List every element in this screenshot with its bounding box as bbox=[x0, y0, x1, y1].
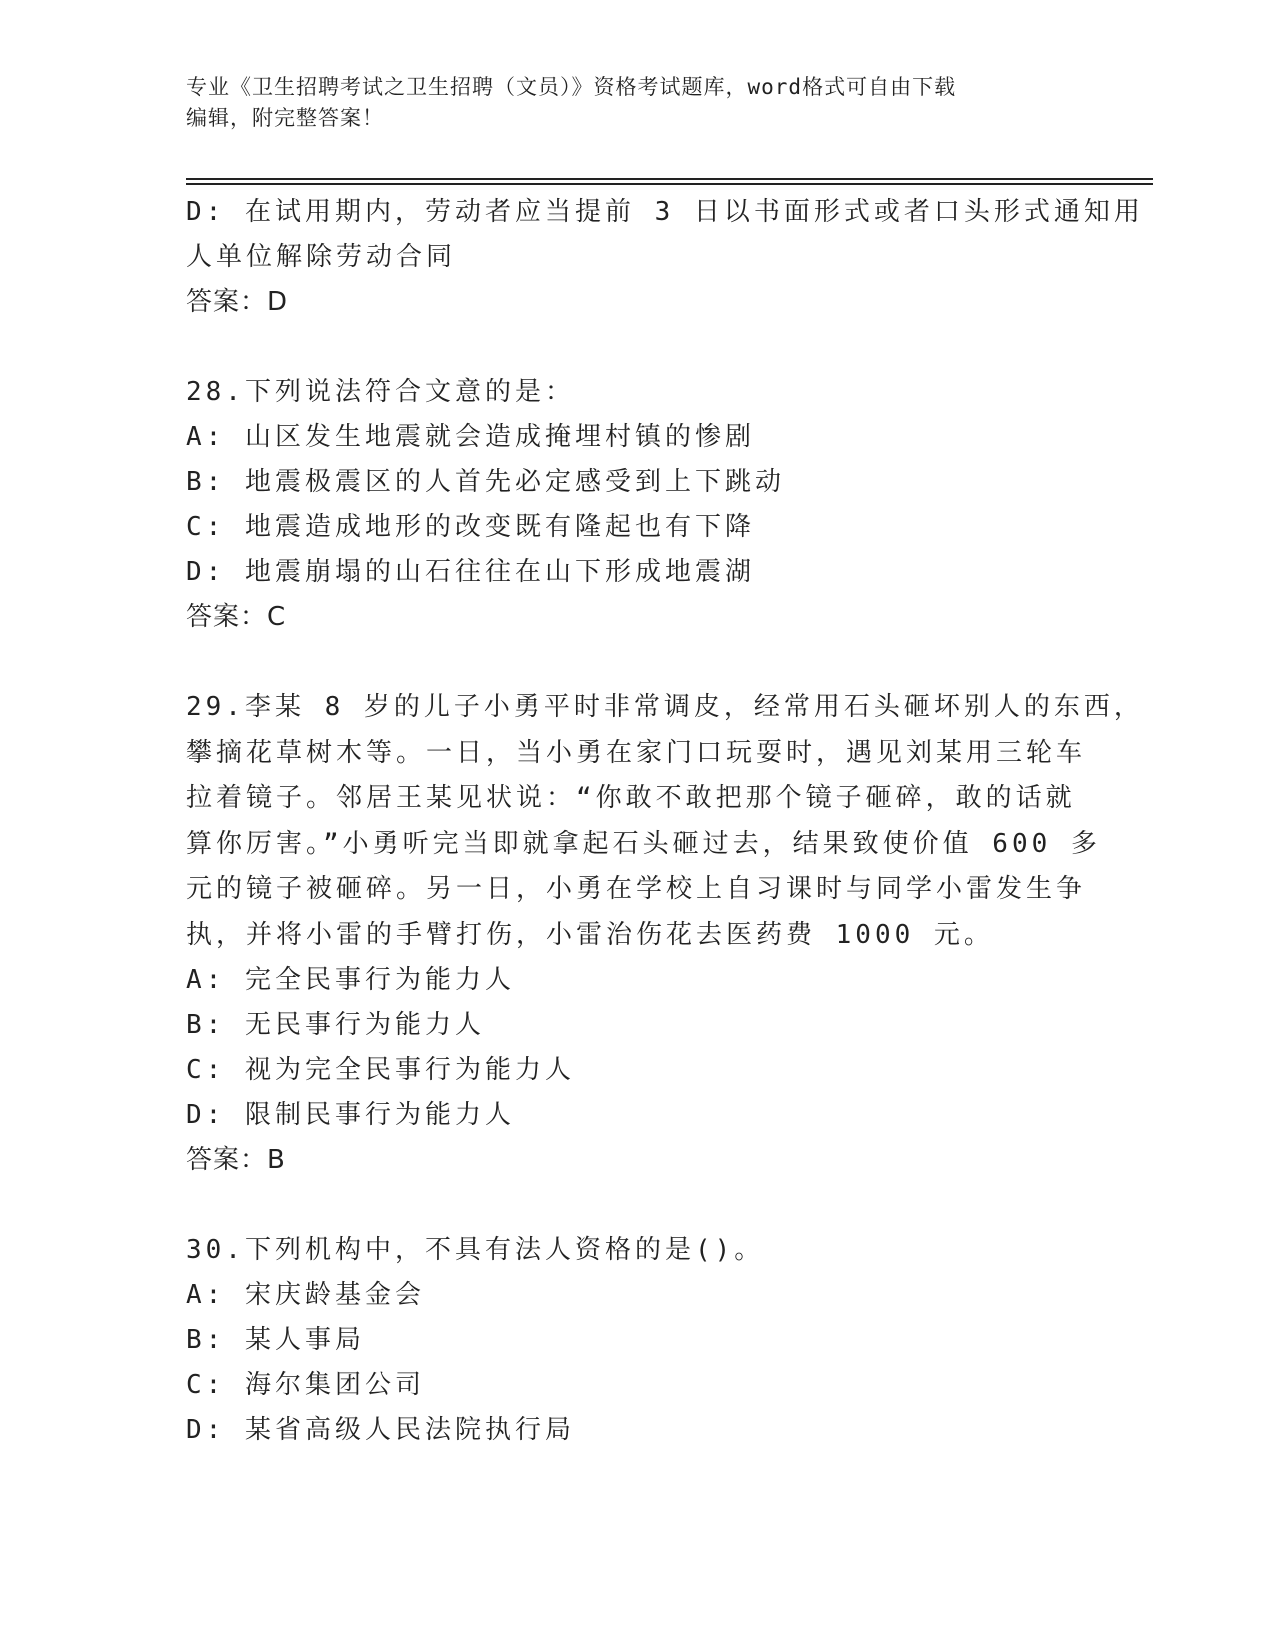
spacer bbox=[186, 1183, 1076, 1228]
option-d: D: 限制民事行为能力人 bbox=[186, 1100, 515, 1130]
option-b: B: 无民事行为能力人 bbox=[186, 1010, 485, 1040]
answer-label: 答案：D bbox=[186, 287, 289, 317]
question-30 bbox=[186, 1228, 1076, 1453]
header-line-1: 专业《卫生招聘考试之卫生招聘（文员）》资格考试题库，word格式可自由下载 bbox=[186, 75, 957, 99]
option-d-continued: 人单位解除劳动合同 bbox=[186, 242, 457, 272]
question-stem: 30.下列机构中，不具有法人资格的是()。 bbox=[186, 1235, 765, 1265]
option-c: C: 海尔集团公司 bbox=[186, 1370, 425, 1400]
spacer bbox=[186, 325, 1076, 370]
option-b: B: 某人事局 bbox=[186, 1325, 365, 1355]
answer-label: 答案：C bbox=[186, 602, 287, 632]
question-stem-line: 拉着镜子。邻居王某见状说：“你敢不敢把那个镜子砸碎，敢的话就 bbox=[186, 783, 1076, 813]
spacer bbox=[186, 640, 1076, 685]
option-d: D: 某省高级人民法院执行局 bbox=[186, 1415, 575, 1445]
option-c: C: 视为完全民事行为能力人 bbox=[186, 1055, 575, 1085]
question-28 bbox=[186, 370, 1076, 640]
question-stem-line: 攀摘花草树木等。一日，当小勇在家门口玩耍时，遇见刘某用三轮车 bbox=[186, 737, 1087, 768]
question-stem-line: 算你厉害。”小勇听完当即就拿起石头砸过去，结果致使价值 600 多 bbox=[186, 828, 1101, 859]
question-stem: 28.下列说法符合文意的是： bbox=[186, 377, 575, 407]
option-b: B: 地震极震区的人首先必定感受到上下跳动 bbox=[186, 467, 785, 497]
question-29 bbox=[186, 685, 1144, 1183]
option-c: C: 地震造成地形的改变既有隆起也有下降 bbox=[186, 512, 755, 542]
option-a: A: 山区发生地震就会造成掩埋村镇的惨剧 bbox=[186, 422, 755, 452]
document-header bbox=[186, 72, 1066, 134]
option-d: D: 在试用期内，劳动者应当提前 3 日以书面形式或者口头形式通知用 bbox=[186, 197, 1144, 227]
question-stem-line: 执，并将小雷的手臂打伤，小雷治伤花去医药费 1000 元。 bbox=[186, 919, 994, 950]
question-stem-line: 29.李某 8 岁的儿子小勇平时非常调皮，经常用石头砸坏别人的东西， bbox=[186, 692, 1144, 722]
question-stem-line: 元的镜子被砸碎。另一日，小勇在学校上自习课时与同学小雷发生争 bbox=[186, 874, 1087, 904]
option-a: A: 宋庆龄基金会 bbox=[186, 1280, 425, 1310]
header-rule-bottom bbox=[186, 183, 1153, 185]
answer-label: 答案：B bbox=[186, 1145, 286, 1175]
question-content bbox=[186, 190, 1144, 1453]
option-d: D: 地震崩塌的山石往往在山下形成地震湖 bbox=[186, 557, 755, 587]
header-rule-top bbox=[186, 178, 1153, 180]
header-line-2: 编辑，附完整答案！ bbox=[186, 106, 384, 130]
question-27 bbox=[186, 190, 1144, 325]
option-a: A: 完全民事行为能力人 bbox=[186, 965, 515, 995]
